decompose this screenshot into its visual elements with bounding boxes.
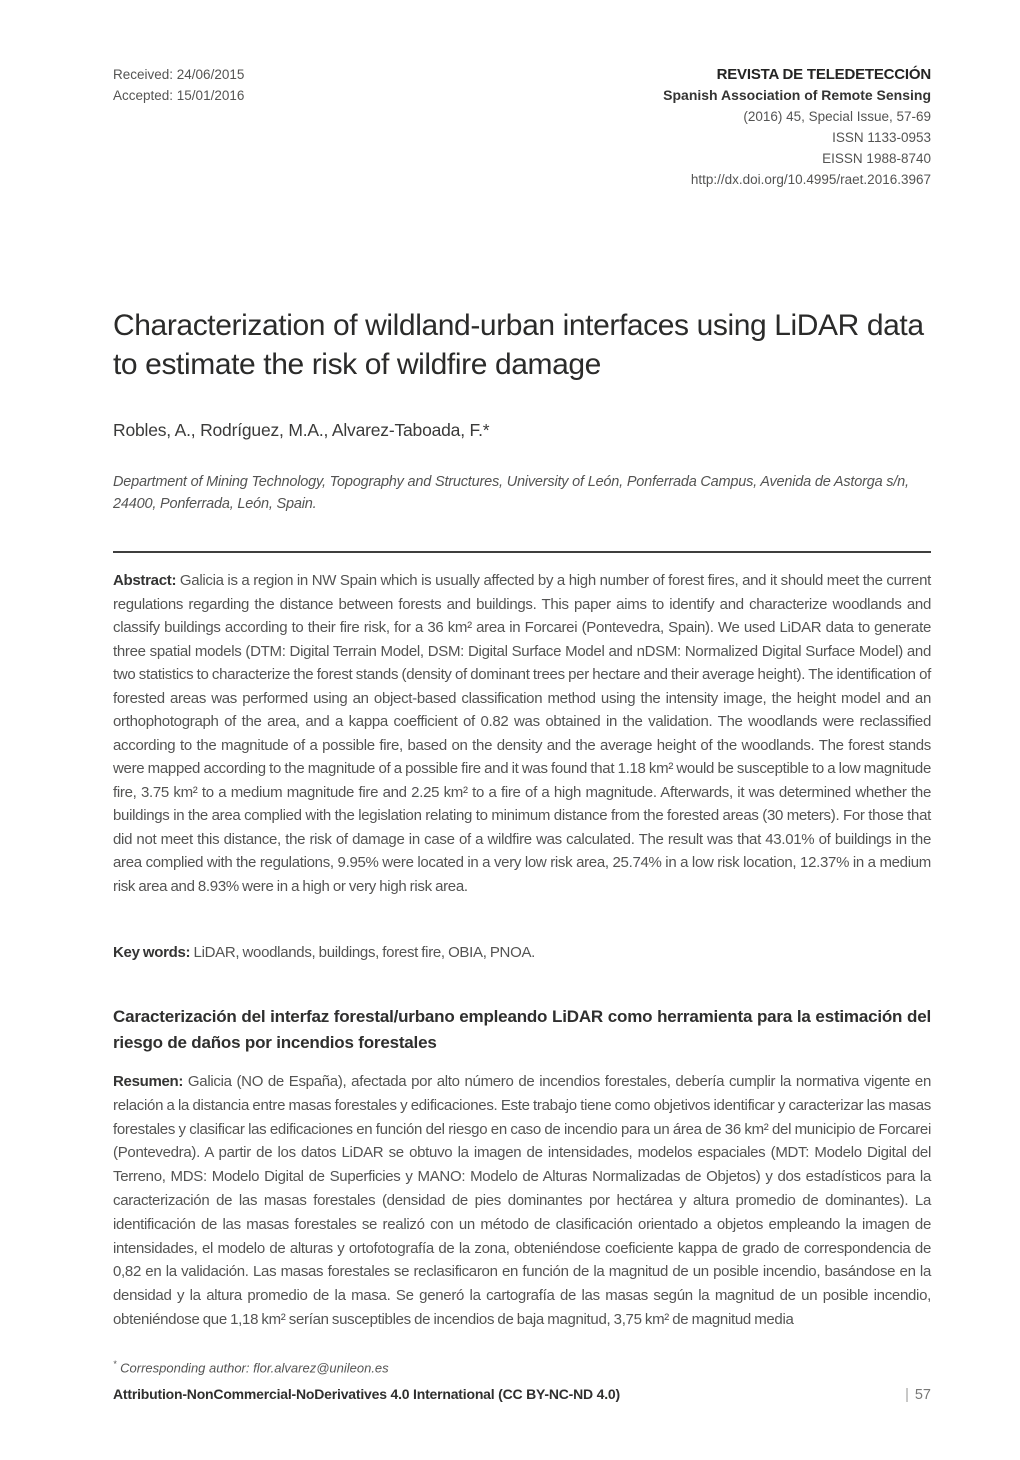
affiliation: Department of Mining Technology, Topography and Structures, University of León, Ponferrada Campus, Avenida de Astorga s/n, 24400, Ponferrada, León, Spain. [113, 474, 909, 512]
license-text: Attribution-NonCommercial-NoDerivatives 4.0 International (CC BY-NC-ND 4.0) [113, 1386, 620, 1402]
separator-rule [113, 551, 931, 553]
footnote-marker: * [113, 1359, 117, 1369]
resumen-label: Resumen: [113, 1073, 184, 1090]
keywords-line [113, 941, 931, 965]
keywords-text: LiDAR, woodlands, buildings, forest fire, OBIA, PNOA. [190, 944, 536, 961]
authors-line: Robles, A., Rodríguez, M.A., Alvarez-Taboada, F.* [113, 420, 490, 440]
eissn: EISSN 1988-8740 [822, 151, 931, 166]
issn: ISSN 1133-0953 [832, 130, 931, 145]
submission-dates [113, 64, 244, 106]
article-title: Characterization of wildland-urban interfaces using LiDAR data to estimate the risk of wildfire damage [113, 309, 924, 381]
page-number [905, 1387, 931, 1403]
abstract-text: Galicia is a region in NW Spain which is usually affected by a high number of forest fires, and it should meet the current regulations regarding the distance between forests and buildings. This paper aims to identify and characterize woodlands and classify buildings according to their fire risk, for a 36 km² area in Forcarei (Pontevedra, Spain). We used LiDAR data to generate three spatial models (DTM: Digital Terrain Model, DSM: Digital Surface Model and nDSM: Normalized Digital Surface Model) and two statistics to characterize the forest stands (density of dominant trees per hectare and their average height). The identification of forested areas was performed using an object-based classification method using the intensity image, the height model and an orthophotograph of the area, and a kappa coefficient of 0.82 was obtained in the validation. The woodlands were reclassified according to the magnitude of a possible fire, based on the density and the average height of the woodlands. The forest stands were mapped according to the magnitude of a possible fire and it was found that 1.18 km² would be susceptible to a low magnitude fire, 3.75 km² to a medium magnitude fire and 2.25 km² to a fire of a high magnitude. Afterwards, it was determined whether the buildings in the area complied with the legislation relating to minimum distance from the forested areas (30 meters). For those that did not meet this distance, the risk of damage in case of a wildfire was calculated. The result was that 43.01% of buildings in the area complied with the regulations, 9.95% were located in a very low risk area, 25.74% in a low risk location, 12.37% in a medium risk area and 8.93% were in a high or very high risk area. [113, 572, 931, 895]
abstract-label: Abstract: [113, 572, 177, 589]
accepted-date: Accepted: 15/01/2016 [113, 88, 245, 103]
footnote-text: Corresponding author: flor.alvarez@unileon.es [116, 1360, 389, 1376]
journal-association: Spanish Association of Remote Sensing [663, 87, 931, 103]
page-number-value: 57 [914, 1387, 931, 1403]
page-header [113, 64, 931, 190]
page-footer [113, 1386, 931, 1403]
received-date: Received: 24/06/2015 [113, 67, 245, 82]
journal-name: REVISTA DE TELEDETECCIÓN [716, 66, 931, 83]
abstract-paragraph [113, 569, 931, 898]
resumen-text: Galicia (NO de España), afectada por alto número de incendios forestales, debería cumplir la normativa vigente en relación a la distancia entre masas forestales y edificaciones. Este trabajo tiene como objetivos identificar y caracterizar las masas forestales y clasificar las edificaciones en función del riesgo en caso de incendio para un área de 36 km² del municipio de Forcarei (Pontevedra). A partir de los datos LiDAR se obtuvo la imagen de intensidades, modelos espaciales (MDT: Modelo Digital del Terreno, MDS: Modelo Digital de Superficies y MANO: Modelo de Alturas Normalizadas de Objetos) y dos estadísticos para la caracterización de las masas forestales (densidad de pies dominantes por hectárea y altura promedio de dominantes). La identificación de las masas forestales se realizó con un método de clasificación orientado a objetos empleando la imagen de intensidades, el modelo de alturas y ortofotografía de la zona, obteniéndose coeficiente kappa de grado de correspondencia de 0,82 en la validación. Las masas forestales se reclasificaron en función de la magnitud de un posible incendio, basándose en la densidad y la altura promedio de la masa. Se generó la cartografía de las masas según la magnitud de un posible incendio, obteniéndose que 1,18 km² serían susceptibles de incendios de baja magnitud, 3,75 km² de magnitud media [113, 1073, 931, 1328]
doi-link[interactable]: http://dx.doi.org/10.4995/raet.2016.3967 [690, 172, 931, 187]
spanish-title: Caracterización del interfaz forestal/urbano empleando LiDAR como herramienta para la estimación del riesgo de daños por incendios forestales [113, 1007, 931, 1052]
issue-info: (2016) 45, Special Issue, 57-69 [743, 109, 931, 124]
keywords-label: Key words: [113, 944, 191, 961]
resumen-paragraph [113, 1070, 931, 1332]
corresponding-author-footnote [113, 1359, 931, 1375]
journal-info [663, 64, 931, 190]
page-number-separator: | [905, 1387, 909, 1403]
